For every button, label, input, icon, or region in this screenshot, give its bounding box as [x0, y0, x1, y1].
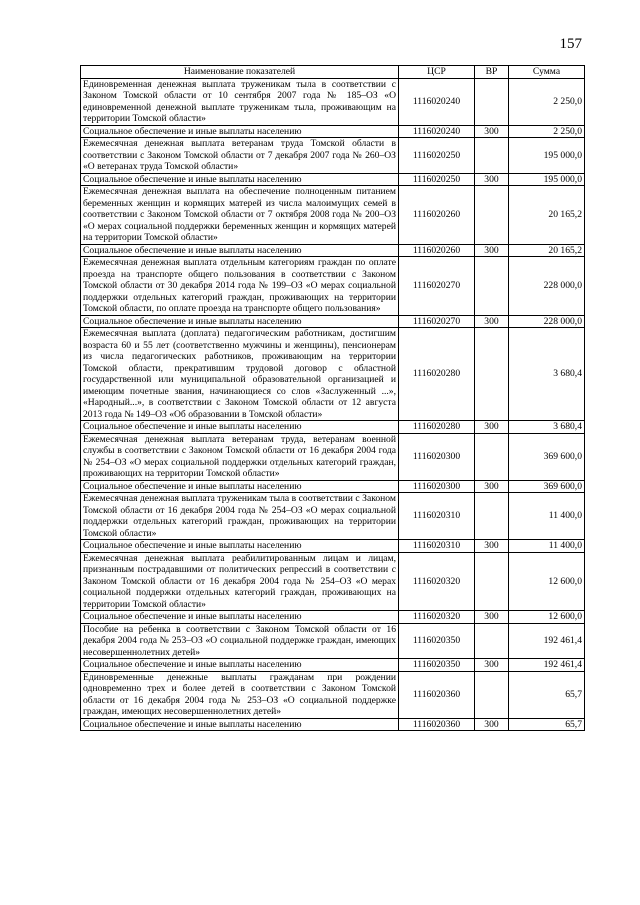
table-row	[81, 433, 585, 480]
cell-csr: 1116020350	[399, 659, 475, 672]
cell-csr: 1116020300	[399, 480, 475, 493]
cell-name: Ежемесячная денежная выплата на обеспечение полноценным питанием беременных женщин и кормящих матерей из числа малоимущих семей в соответствии с Законом Томской области от 7 октября 2008 года № 200–ОЗ «О мерах социальной поддержки беременных женщин и кормящих матерей на территории Томской области»	[81, 186, 399, 245]
cell-vr	[475, 623, 509, 659]
cell-sum: 195 000,0	[509, 173, 585, 186]
cell-name: Социальное обеспечение и иные выплаты населению	[81, 244, 399, 257]
table-row	[81, 493, 585, 540]
cell-name: Единовременная денежная выплата труженикам тыла в соответствии с Законом Томской области от 10 сентября 2007 года № 185–ОЗ «О единовременной денежной выплате труженикам тыла, проживающим на территории Томской области»	[81, 78, 399, 125]
cell-csr: 1116020240	[399, 125, 475, 138]
cell-sum: 20 165,2	[509, 186, 585, 245]
table-row	[81, 552, 585, 611]
cell-vr: 300	[475, 244, 509, 257]
cell-name: Социальное обеспечение и иные выплаты населению	[81, 125, 399, 138]
table-row	[81, 540, 585, 553]
cell-sum: 192 461,4	[509, 659, 585, 672]
cell-csr: 1116020270	[399, 315, 475, 328]
table-row	[81, 421, 585, 434]
cell-name: Социальное обеспечение и иные выплаты населению	[81, 611, 399, 624]
cell-sum: 3 680,4	[509, 328, 585, 421]
cell-sum: 369 600,0	[509, 433, 585, 480]
cell-vr: 300	[475, 125, 509, 138]
cell-name: Ежемесячная денежная выплата ветеранам труда Томской области в соответствии с Законом Томской области от 7 декабря 2007 года № 260–ОЗ «О ветеранах труда Томской области»	[81, 138, 399, 174]
cell-name: Социальное обеспечение и иные выплаты населению	[81, 315, 399, 328]
cell-vr	[475, 433, 509, 480]
cell-name: Ежемесячная денежная выплата ветеранам труда, ветеранам военной службы в соответствии с Законом Томской области от 16 декабря 2004 года № 254–ОЗ «О мерах социальной поддержки отдельных категорий граждан, проживающих на территории Томской области»	[81, 433, 399, 480]
table-row	[81, 125, 585, 138]
cell-name: Социальное обеспечение и иные выплаты населению	[81, 480, 399, 493]
cell-vr	[475, 138, 509, 174]
cell-name: Ежемесячная денежная выплата труженикам тыла в соответствии с Законом Томской области от 16 декабря 2004 года № 254–ОЗ «О мерах социальной поддержки отдельных категорий граждан, проживающих на территории Томской области»	[81, 493, 399, 540]
cell-sum: 12 600,0	[509, 611, 585, 624]
cell-csr: 1116020300	[399, 433, 475, 480]
header-vr: ВР	[475, 66, 509, 79]
table-row	[81, 328, 585, 421]
cell-csr: 1116020260	[399, 244, 475, 257]
table-row	[81, 257, 585, 316]
cell-vr	[475, 186, 509, 245]
cell-sum: 2 250,0	[509, 78, 585, 125]
cell-sum: 65,7	[509, 671, 585, 718]
cell-sum: 2 250,0	[509, 125, 585, 138]
table-row	[81, 623, 585, 659]
cell-name: Социальное обеспечение и иные выплаты населению	[81, 421, 399, 434]
cell-name: Социальное обеспечение и иные выплаты населению	[81, 659, 399, 672]
cell-vr: 300	[475, 611, 509, 624]
cell-name: Единовременные денежные выплаты гражданам при рождении одновременно трех и более детей в соответствии с Законом Томской области от 16 декабря 2004 года № 253–ОЗ «О социальной поддержке граждан, имеющих несовершеннолетних детей»	[81, 671, 399, 718]
cell-csr: 1116020310	[399, 540, 475, 553]
cell-csr: 1116020320	[399, 552, 475, 611]
cell-vr: 300	[475, 718, 509, 731]
cell-csr: 1116020270	[399, 257, 475, 316]
cell-name: Ежемесячная денежная выплата отдельным категориям граждан по оплате проезда на транспорте общего пользования в соответствии с Законом Томской области от 30 декабря 2014 года № 199–ОЗ «О мерах социальной поддержки отдельных категорий граждан, проживающих на территории Томской области, по оплате проезда на транспорте общего пользования»	[81, 257, 399, 316]
table-body	[81, 78, 585, 731]
cell-csr: 1116020310	[399, 493, 475, 540]
cell-csr: 1116020280	[399, 421, 475, 434]
cell-csr: 1116020250	[399, 173, 475, 186]
table-header-row	[81, 66, 585, 79]
table-row	[81, 659, 585, 672]
cell-name: Социальное обеспечение и иные выплаты населению	[81, 173, 399, 186]
cell-sum: 228 000,0	[509, 315, 585, 328]
cell-sum: 192 461,4	[509, 623, 585, 659]
cell-vr: 300	[475, 480, 509, 493]
header-sum: Сумма	[509, 66, 585, 79]
cell-vr	[475, 257, 509, 316]
cell-sum: 12 600,0	[509, 552, 585, 611]
cell-vr	[475, 552, 509, 611]
cell-sum: 195 000,0	[509, 138, 585, 174]
cell-vr: 300	[475, 659, 509, 672]
cell-vr: 300	[475, 421, 509, 434]
cell-vr	[475, 328, 509, 421]
header-csr: ЦСР	[399, 66, 475, 79]
table-row	[81, 173, 585, 186]
header-name: Наименование показателей	[81, 66, 399, 79]
table-row	[81, 671, 585, 718]
cell-sum: 11 400,0	[509, 540, 585, 553]
table-row	[81, 480, 585, 493]
cell-csr: 1116020360	[399, 718, 475, 731]
cell-sum: 20 165,2	[509, 244, 585, 257]
cell-vr	[475, 493, 509, 540]
cell-csr: 1116020240	[399, 78, 475, 125]
cell-name: Ежемесячная выплата (доплата) педагогическим работникам, достигшим возраста 60 и 55 лет (соответственно мужчины и женщины), пенсионерам из числа педагогических работников, проживающим на территории Томской области, прекратившим трудовой договор с областной государственной или муниципальной образовательной организацией и имеющим почетные звания, начинающиеся со слов «Заслуженный ...», «Народный...», в соответствии с Законом Томской области от 12 августа 2013 года № 149–ОЗ «Об образовании в Томской области»	[81, 328, 399, 421]
table-row	[81, 138, 585, 174]
cell-vr: 300	[475, 173, 509, 186]
page-number: 157	[559, 36, 582, 52]
cell-vr	[475, 78, 509, 125]
cell-csr: 1116020350	[399, 623, 475, 659]
cell-sum: 369 600,0	[509, 480, 585, 493]
table-row	[81, 718, 585, 731]
cell-vr	[475, 671, 509, 718]
cell-name: Ежемесячная денежная выплата реабилитированным лицам и лицам, признанным пострадавшими от политических репрессий в соответствии с Законом Томской области от 16 декабря 2004 года № 254–ОЗ «О мерах социальной поддержки отдельных категорий граждан, проживающих на территории Томской области»	[81, 552, 399, 611]
table-row	[81, 244, 585, 257]
budget-table	[80, 65, 585, 731]
table-row	[81, 78, 585, 125]
cell-csr: 1116020260	[399, 186, 475, 245]
table-row	[81, 186, 585, 245]
cell-name: Социальное обеспечение и иные выплаты населению	[81, 540, 399, 553]
table-row	[81, 611, 585, 624]
cell-csr: 1116020320	[399, 611, 475, 624]
cell-name: Социальное обеспечение и иные выплаты населению	[81, 718, 399, 731]
cell-vr: 300	[475, 315, 509, 328]
cell-csr: 1116020250	[399, 138, 475, 174]
table-row	[81, 315, 585, 328]
cell-sum: 11 400,0	[509, 493, 585, 540]
cell-vr: 300	[475, 540, 509, 553]
cell-sum: 228 000,0	[509, 257, 585, 316]
cell-sum: 65,7	[509, 718, 585, 731]
cell-csr: 1116020280	[399, 328, 475, 421]
cell-name: Пособие на ребенка в соответствии с Законом Томской области от 16 декабря 2004 года № 253–ОЗ «О социальной поддержке граждан, имеющих несовершеннолетних детей»	[81, 623, 399, 659]
cell-sum: 3 680,4	[509, 421, 585, 434]
cell-csr: 1116020360	[399, 671, 475, 718]
